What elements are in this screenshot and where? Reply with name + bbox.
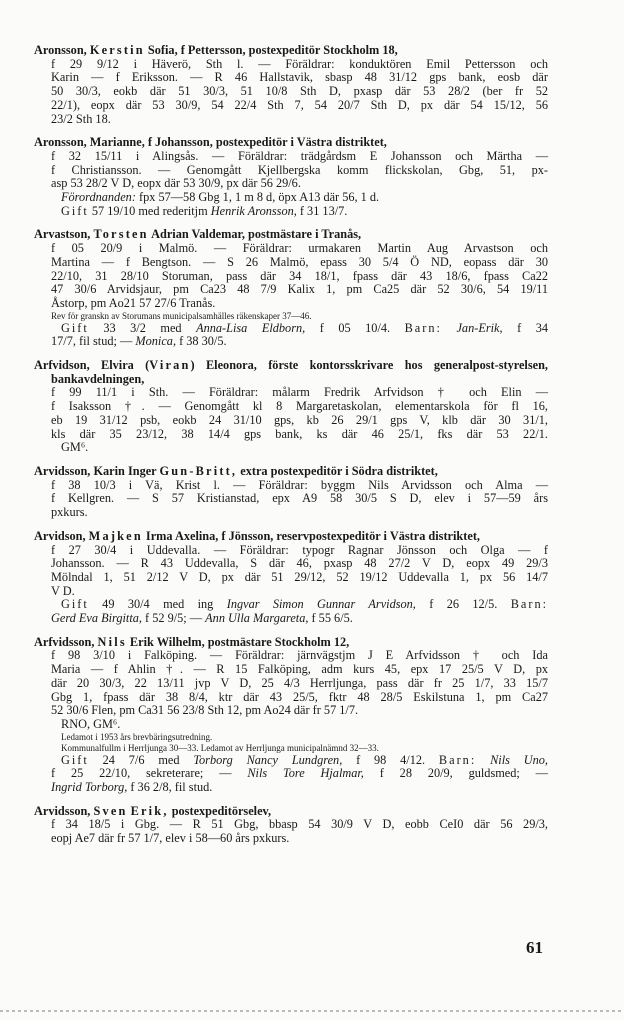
entry-heading: Arvidsson, Sven Erik, postexpeditörselev,	[34, 803, 272, 818]
entry-arfvidsson-nils	[34, 636, 548, 795]
entry-body: f 99 11/1 i Sth. — Föräldrar: målarm Fredrik Arfvidson † och Elin — f Isaksson †. — Genomgått kl 8 Margaretaskolan, elementarskola för fl 16, eb 19 31/12 psb, eokb 24 31/10 gps, kb 26 29/1 gps V, klb där 30 31/1, kls där 35 23/12, 38 14/4 gps bank, ks där 46 25/1, fks där 53 22/1. GM⁶.	[51, 385, 548, 455]
entry-body: f 27 30/4 i Uddevalla. — Föräldrar: typogr Ragnar Jönsson och Olga — f Johansson. — R 43 Uddevalla, S där 46, pxasp 48 27/2 V D, eopx 49 29/3 Mölndal 1, 51 2/12 V D, px där 51 29/12, 52 19/12 Uddevalla 1, px 56 14/7 V D. Gift 49 30/4 med ing Ingvar Simon Gunnar Arvidson, f 26 12/5. Barn: Gerd Eva Birgitta, f 52 9/5; — Ann Ulla Margareta, f 55 6/5.	[51, 542, 549, 626]
entry-body: f 29 9/12 i Häverö, Sth l. — Föräldrar: konduktören Emil Pettersson och Karin — f Eriksson. — R 46 Hallstavik, sbasp 48 31/12 gps bank, eosb där 50 30/3, eokb där 51 30/3, 51 10/8 Sth D, pxasp där 53 28/2 (ber fr 52 22/1), eopx där 53 30/9, 54 22/4 Sth 7, 54 20/7 Sth D, px där 54 15/12, 56 23/2 Sth 18.	[51, 56, 548, 126]
entry-body: f 98 3/10 i Falköping. — Föräldrar: järnvägstjm J E Arfvidsson † och Ida Maria — f Ahlin †. — R 15 Falköping, adm kurs 45, epx 17 25/5 V D, px där 20 30/3, 22 13/11 jvp V D, 25 4/3 Herrljunga, pass där fr 25 1/7, 33 15/7 Gbg 1, fpass där 38 8/4, ktr där 43 25/5, fktr 48 28/5 Eskilstuna 1, pm Ca27 52 30/6 Flen, pm Ca31 56 23/8 Sth 12, pm Ao24 där fr 57 1/7. RNO, GM⁶. Ledamot i 1953 års brevbäringsutredning. Kommunalfullm i Herrljunga 30—33. Ledamot av Herrljunga municipalnämnd 32—33. Gift 24 7/6 med Torborg Nancy Lundgren, f 98 4/12. Barn: Nils Uno, f 25 22/10, sekreterare; — Nils Tore Hjalmar, f 28 20/9, guldsmed; — Ingrid Torborg, f 36 2/8, fil stud.	[51, 648, 548, 795]
entry-heading: Arvastson, Torsten Adrian Valdemar, postmästare i Tranås,	[34, 227, 362, 242]
entry-body: f 32 15/11 i Alingsås. — Föräldrar: trädgårdsm E Johansson och Märtha — f Christiansson. — Genomgått Kjellbergska komm flickskolan, Gbg, 51, px- asp 53 28/2 V D, eopx där 53 30/9, px där 56 29/6. Förordnanden: fpx 57—58 Gbg 1, 1 m 8 d, öpx A13 där 56, 1 d. Gift 57 19/10 med rederitjm Henrik Aronsson, f 31 13/7.	[51, 148, 548, 218]
entry-arvastson-torsten	[34, 228, 548, 349]
entry-heading: Arfvidson, Elvira (Viran) Eleonora, förste kontorsskrivare hos generalpost-styrelsen, bankavdelningen,	[34, 358, 548, 386]
page-number: 61	[526, 938, 543, 957]
entry-arvidsson-sven	[34, 805, 548, 846]
entries-column	[34, 44, 548, 856]
entry-arfvidson-elvira	[34, 359, 548, 455]
entry-arvidsson-karin	[34, 465, 548, 520]
entry-heading: Aronsson, Marianne, f Johansson, postexpeditör i Västra distriktet,	[34, 135, 387, 150]
entry-body: f 38 10/3 i Vä, Krist l. — Föräldrar: byggm Nils Arvidsson och Alma — f Kellgren. — S 57 Kristianstad, epx A9 58 30/5 S D, elev i 57—59 års pxkurs.	[51, 477, 548, 520]
entry-aronsson-kerstin	[34, 44, 548, 126]
bottom-border	[0, 1010, 624, 1012]
entry-body: f 34 18/5 i Gbg. — R 51 Gbg, bbasp 54 30/9 V D, eobb CeI0 där 56 29/3, eopj Ae7 där fr 57 1/7, elev i 58—60 års pxkurs.	[51, 817, 548, 846]
entry-aronsson-marianne	[34, 136, 548, 218]
entry-body: f 05 20/9 i Malmö. — Föräldrar: urmakaren Martin Aug Arvastson och Martina — f Bengtson. — S 26 Malmö, epass 30 5/4 Ö ND, eopass där 30 22/10, 31 28/10 Storuman, pass där 34 18/1, fpass där 43 18/6, fpass Ca22 47 30/6 Arvidsjaur, pm Ca23 48 7/9 Kalix 1, pm Ca25 där 52 30/6, 54 19/11 Åstorp, pm Ao21 57 27/6 Tranås. Rev för granskn av Storumans municipalsamhälles räkenskaper 37—46. Gift 33 3/2 med Anna-Lisa Eldborn, f 05 10/4. Barn: Jan-Erik, f 34 17/7, fil stud; — Monica, f 38 30/5.	[51, 241, 549, 349]
entry-arvidson-majken	[34, 530, 548, 626]
entry-heading: Aronsson, Kerstin Sofia, f Pettersson, postexpeditör Stockholm 18,	[34, 43, 398, 57]
entry-heading: Arvidsson, Karin Inger Gun-Britt, extra postexpeditör i Södra distriktet,	[34, 463, 438, 478]
entry-heading: Arvidson, Majken Irma Axelina, f Jönsson, reservpostexpeditör i Västra distriktet,	[34, 528, 480, 543]
entry-heading: Arfvidsson, Nils Erik Wilhelm, postmästare Stockholm 12,	[34, 634, 350, 649]
